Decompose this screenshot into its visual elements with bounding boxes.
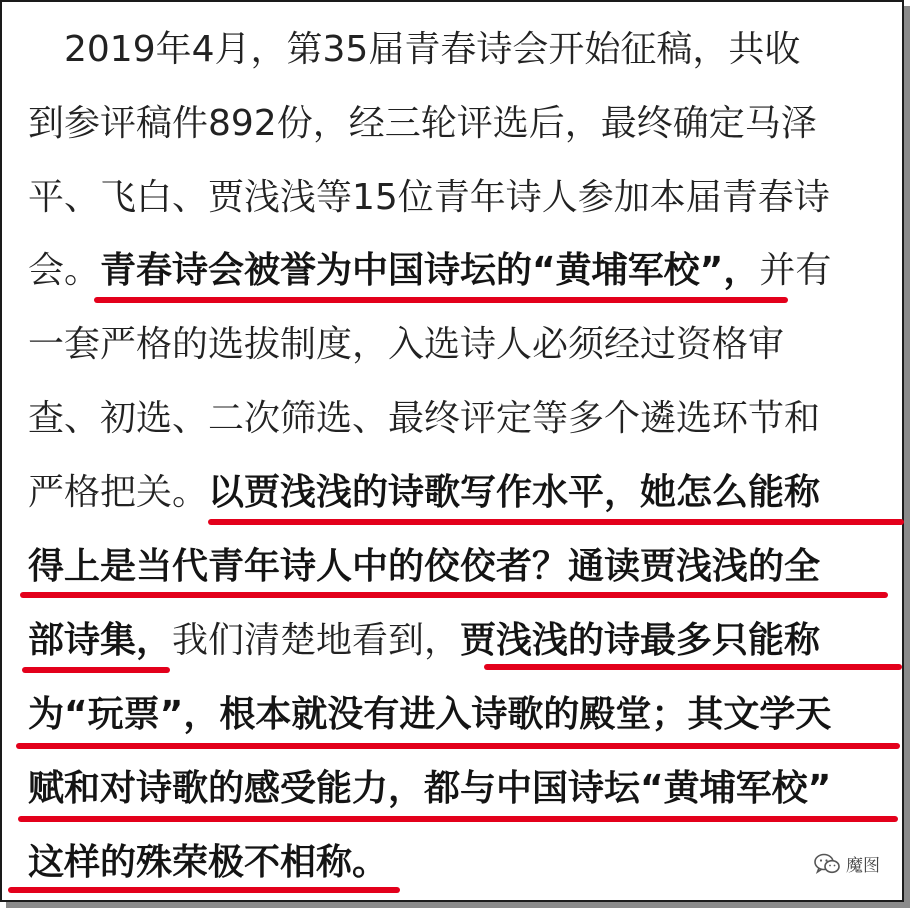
body-text: 并有 [759,250,832,291]
article-line [28,759,831,819]
body-text: 一套严格的选拔制度，入选诗人必须经过资格审 [28,324,785,365]
article-line [28,241,831,301]
highlighted-text: 贾浅浅的诗最多只能称 [460,620,821,661]
highlighted-text: 赋和对诗歌的感受能力，都与中国诗坛“黄埔军校” [28,768,832,809]
underline-mark [22,667,170,673]
underline-mark [8,887,400,893]
underline-mark [20,592,888,598]
article-line [28,20,800,80]
watermark-label: 魔图 [846,856,880,876]
underline-mark [16,743,900,749]
article-line [28,685,831,745]
wechat-icon [814,853,840,875]
article-line [28,611,820,671]
article-line [28,463,820,523]
article-line [28,315,784,375]
underline-mark [94,297,788,303]
body-text: 严格把关。 [28,472,209,513]
article-line [28,389,820,449]
body-text: 到参评稿件892份，经三轮评选后，最终确定马泽 [28,103,817,144]
body-text: 我们清楚地看到， [172,620,461,661]
underline-mark [484,664,902,670]
highlighted-text: 这样的殊荣极不相称。 [28,842,389,883]
highlighted-text: 部诗集， [28,620,173,661]
article-line [28,833,388,893]
body-text: 查、初选、二次筛选、最终评定等多个遴选环节和 [28,398,821,439]
body-text: 会。 [28,250,101,291]
underline-mark [208,519,904,525]
watermark [814,851,880,876]
highlighted-text: 为“玩票”，根本就没有进入诗歌的殿堂；其文学天 [28,694,832,735]
article-line [28,94,817,154]
highlighted-text: 得上是当代青年诗人中的佼佼者？通读贾浅浅的全 [28,546,821,587]
highlighted-text: 青春诗会被誉为中国诗坛的“黄埔军校”， [100,250,760,291]
article-line [28,168,830,228]
highlighted-text: 以贾浅浅的诗歌写作水平，她怎么能称 [208,472,821,513]
body-text: 平、飞白、贾浅浅等15位青年诗人参加本届青春诗 [28,177,830,218]
body-text: 2019年4月，第35届青春诗会开始征稿，共收 [28,29,801,70]
article-line [28,537,820,597]
underline-mark [18,816,898,822]
